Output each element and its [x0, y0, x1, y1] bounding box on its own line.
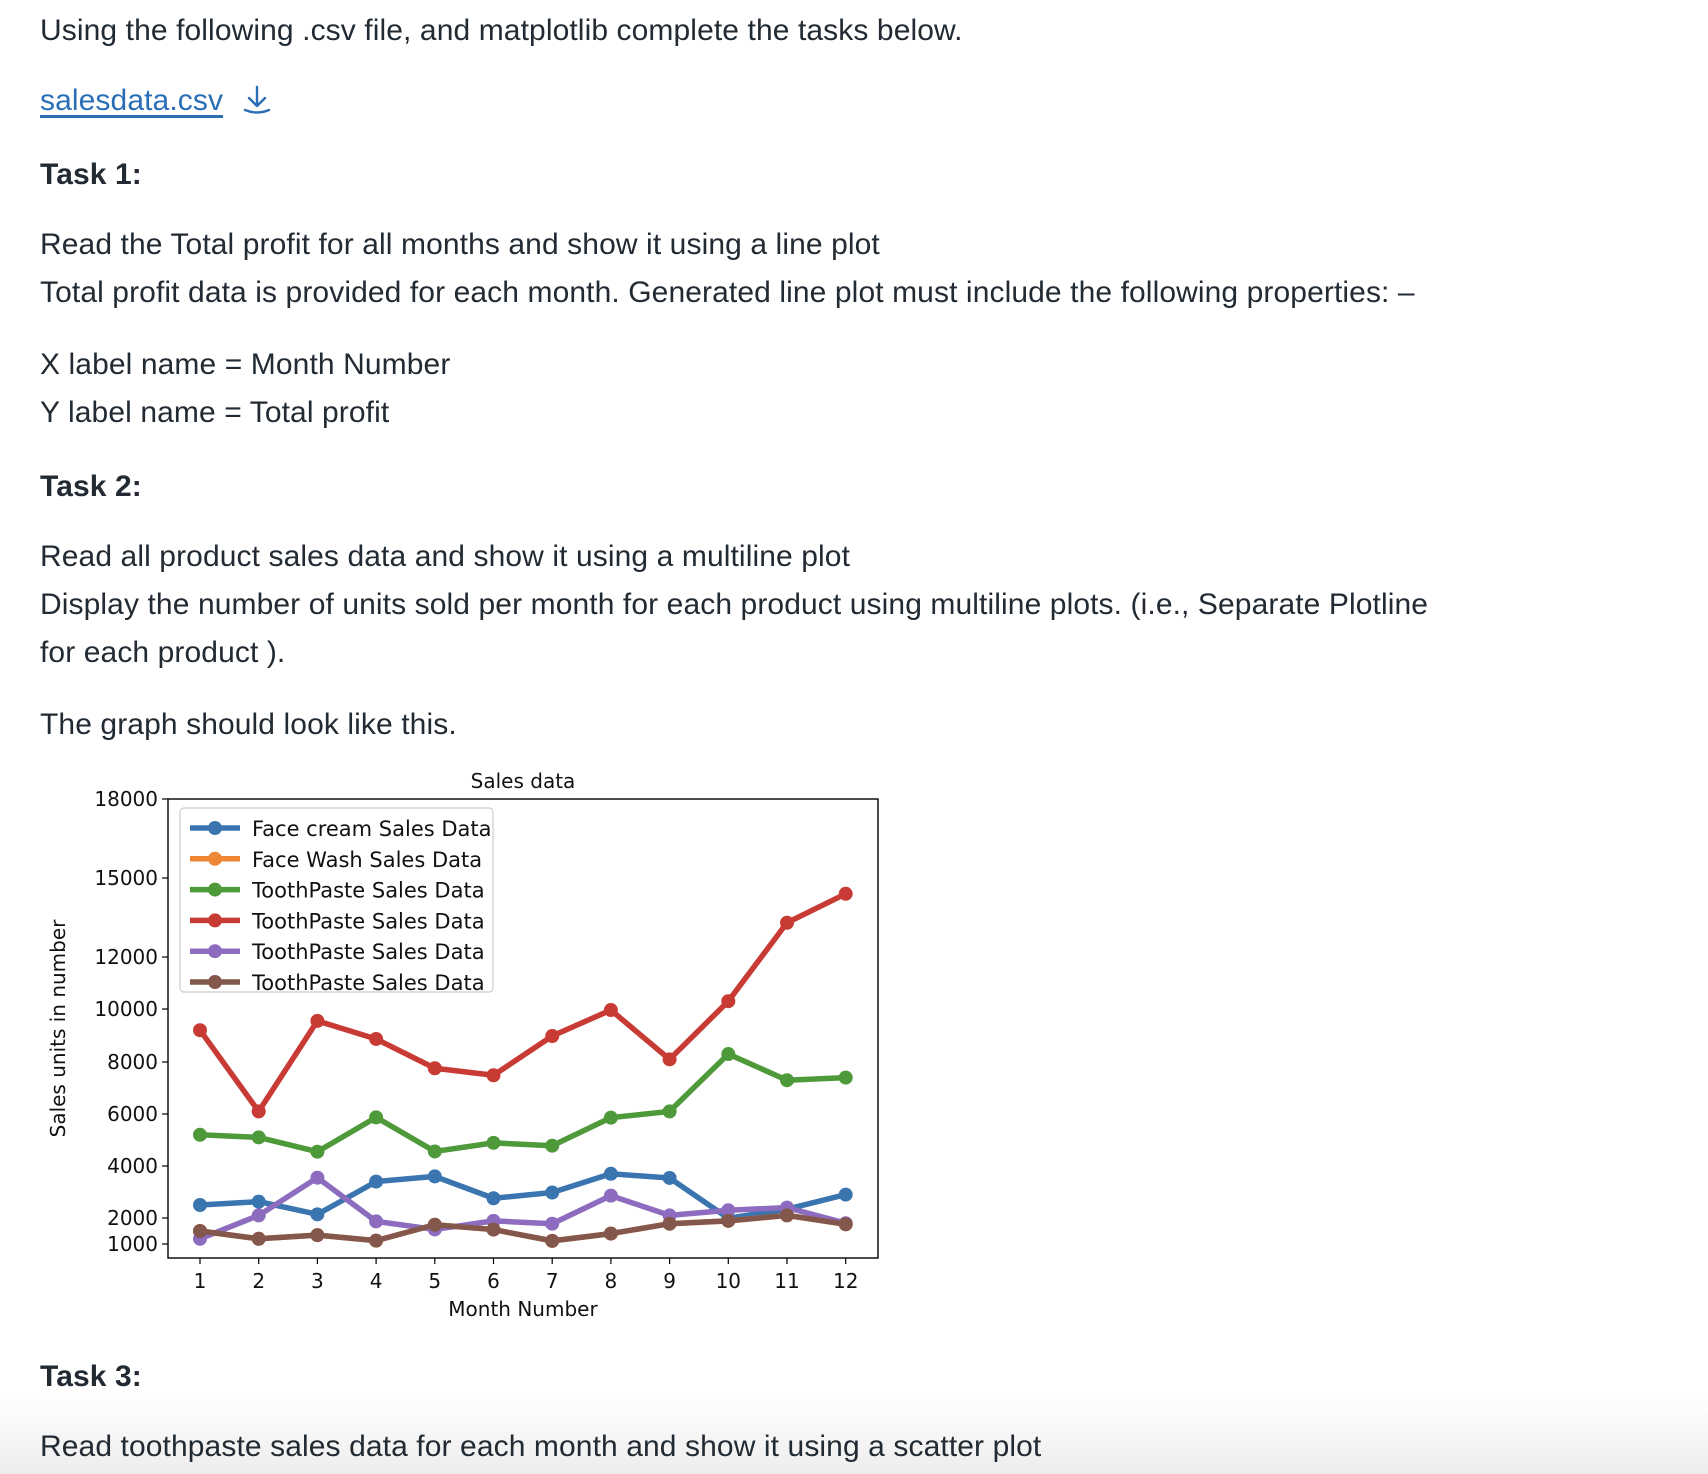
- series-1-point: [193, 1198, 207, 1212]
- x-tick-label: 11: [774, 1269, 800, 1293]
- series-3-point: [310, 1145, 324, 1159]
- salesdata-link[interactable]: salesdata.csv: [40, 84, 224, 117]
- legend-swatch-marker: [208, 944, 222, 958]
- task3-heading: Task 3:: [40, 1360, 142, 1393]
- task1-heading: Task 1:: [40, 158, 142, 191]
- legend-entry: ToothPaste Sales Data: [252, 940, 485, 965]
- series-3-point: [487, 1136, 501, 1150]
- x-axis-label: Month Number: [448, 1297, 598, 1321]
- series-3-point: [839, 1071, 853, 1085]
- series-1-point: [310, 1207, 324, 1221]
- series-3-point: [369, 1110, 383, 1124]
- intro-text: Using the following .csv file, and matplotlib complete the tasks below.: [40, 14, 963, 47]
- task3-line1: Read toothpaste sales data for each month and show it using a scatter plot: [40, 1430, 1042, 1463]
- series-1-point: [663, 1171, 677, 1185]
- legend-entry: ToothPaste Sales Data: [252, 878, 485, 903]
- y-tick-label: 8000: [107, 1050, 158, 1074]
- y-tick-label: 6000: [107, 1102, 158, 1126]
- series-5-point: [545, 1217, 559, 1231]
- x-tick-label: 1: [193, 1269, 207, 1293]
- legend-entry: ToothPaste Sales Data: [252, 909, 485, 934]
- series-5-point: [252, 1208, 266, 1222]
- task1-xlabel: X label name = Month Number: [40, 348, 451, 381]
- y-tick-label: 1000: [107, 1232, 158, 1256]
- series-6-point: [545, 1234, 559, 1248]
- task2-line3: for each product ).: [40, 636, 286, 669]
- series-4-point: [839, 887, 853, 901]
- task1-line2: Total profit data is provided for each month. Generated line plot must include the following properties: –: [40, 276, 1415, 309]
- series-1-point: [252, 1195, 266, 1209]
- x-tick-label: 9: [663, 1269, 676, 1293]
- series-4-point: [487, 1068, 501, 1082]
- series-4-point: [369, 1032, 383, 1046]
- y-tick-label: 12000: [94, 945, 158, 969]
- legend: [180, 808, 493, 995]
- series-3-point: [545, 1139, 559, 1153]
- legend-entry: Face cream Sales Data: [252, 817, 492, 841]
- series-4-point: [252, 1104, 266, 1118]
- x-tick-label: 7: [545, 1269, 559, 1293]
- series-3-point: [663, 1104, 677, 1118]
- chart-title: Sales data: [470, 769, 576, 793]
- series-1-point: [369, 1175, 383, 1189]
- x-tick-label: 8: [604, 1269, 618, 1293]
- series-3-point: [604, 1111, 618, 1125]
- series-3-point: [252, 1130, 266, 1144]
- series-5-point: [604, 1189, 618, 1203]
- series-4-point: [428, 1061, 442, 1075]
- series-5-point: [310, 1171, 324, 1185]
- y-tick-label: 15000: [94, 866, 158, 890]
- task1-line1: Read the Total profit for all months and show it using a line plot: [40, 228, 880, 261]
- series-4-point: [545, 1029, 559, 1043]
- legend-swatch-marker: [208, 975, 222, 989]
- series-4-point: [721, 994, 735, 1008]
- sales-chart: [40, 760, 890, 1340]
- legend-swatch-marker: [208, 852, 222, 866]
- series-6-point: [310, 1228, 324, 1242]
- x-tick-label: 12: [832, 1269, 859, 1293]
- file-link-row: [40, 84, 272, 122]
- y-tick-label: 10000: [94, 997, 158, 1021]
- task2-line1: Read all product sales data and show it using a multiline plot: [40, 540, 851, 573]
- task2-heading: Task 2:: [40, 470, 142, 503]
- task2-line2: Display the number of units sold per month for each product using multiline plots. (i.e., Separate Plotline: [40, 588, 1429, 621]
- series-1-point: [428, 1169, 442, 1183]
- x-tick-label: 10: [715, 1269, 742, 1293]
- series-4-point: [663, 1052, 677, 1066]
- x-tick-label: 5: [428, 1269, 442, 1293]
- download-arrow-icon[interactable]: [242, 84, 272, 122]
- series-4-point: [604, 1003, 618, 1017]
- task1-ylabel: Y label name = Total profit: [40, 396, 390, 429]
- legend-swatch-marker: [208, 913, 222, 927]
- series-3-point: [780, 1073, 794, 1087]
- series-6-point: [663, 1217, 677, 1231]
- series-3-point: [193, 1128, 207, 1142]
- series-6-point: [839, 1217, 853, 1231]
- series-6-point: [487, 1223, 501, 1237]
- legend-entry: Face Wash Sales Data: [252, 847, 483, 872]
- x-tick-label: 4: [369, 1269, 383, 1293]
- x-tick-label: 2: [252, 1269, 266, 1293]
- series-3-point: [428, 1144, 442, 1158]
- series-6-point: [604, 1227, 618, 1241]
- series-4-point: [780, 916, 794, 930]
- series-4-point: [310, 1014, 324, 1028]
- legend-swatch-marker: [208, 883, 222, 897]
- series-1-point: [839, 1188, 853, 1202]
- series-1-point: [545, 1186, 559, 1200]
- series-6-point: [428, 1218, 442, 1232]
- series-1-point: [604, 1167, 618, 1181]
- x-tick-label: 6: [487, 1269, 500, 1293]
- x-tick-label: 3: [311, 1269, 324, 1293]
- series-6-point: [780, 1208, 794, 1222]
- legend-swatch-marker: [208, 821, 222, 835]
- y-axis-label: Sales units in number: [46, 919, 70, 1138]
- legend-entry: ToothPaste Sales Data: [252, 971, 485, 995]
- series-3-point: [721, 1047, 735, 1061]
- y-tick-label: 2000: [107, 1206, 158, 1230]
- series-line-3: [200, 1054, 846, 1152]
- series-5-point: [369, 1214, 383, 1228]
- y-tick-label: 4000: [107, 1154, 158, 1178]
- series-6-point: [369, 1234, 383, 1248]
- series-6-point: [252, 1232, 266, 1246]
- y-tick-label: 18000: [94, 787, 158, 811]
- series-6-point: [721, 1214, 735, 1228]
- series-4-point: [193, 1023, 207, 1037]
- series-line-6: [200, 1215, 846, 1240]
- task2-line4: The graph should look like this.: [40, 708, 457, 741]
- series-1-point: [487, 1191, 501, 1205]
- series-6-point: [193, 1224, 207, 1238]
